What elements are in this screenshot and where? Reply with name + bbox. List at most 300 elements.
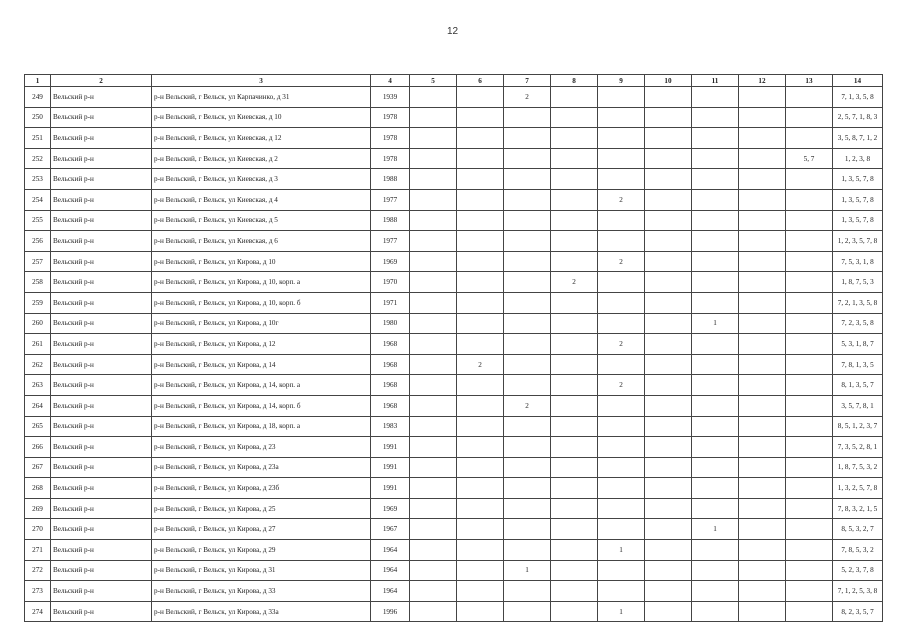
row-number-cell: 263 (25, 375, 51, 396)
value-cell (457, 313, 504, 334)
value-cell (739, 354, 786, 375)
value-cell (739, 251, 786, 272)
value-cell (786, 540, 833, 561)
value-cell (786, 601, 833, 622)
value-cell (504, 272, 551, 293)
row-number-cell: 259 (25, 292, 51, 313)
value-cell (457, 87, 504, 108)
value-cell (786, 189, 833, 210)
value-cell (692, 87, 739, 108)
value-cell (786, 210, 833, 231)
year-cell: 1980 (371, 313, 410, 334)
value-cell (457, 334, 504, 355)
district-cell: Вельский р-н (51, 395, 152, 416)
value-cell (551, 478, 598, 499)
value-cell (457, 601, 504, 622)
value-cell: 5, 7 (786, 148, 833, 169)
address-cell: р-н Вельский, г Вельск, ул Кирова, д 25 (152, 498, 371, 519)
codes-cell: 2, 5, 7, 1, 8, 3 (833, 107, 883, 128)
row-number-cell: 253 (25, 169, 51, 190)
value-cell: 2 (598, 334, 645, 355)
value-cell (739, 540, 786, 561)
table-row (25, 292, 883, 313)
value-cell (739, 519, 786, 540)
value-cell (786, 87, 833, 108)
value-cell (551, 334, 598, 355)
year-cell: 1991 (371, 437, 410, 458)
value-cell (598, 128, 645, 149)
district-cell: Вельский р-н (51, 375, 152, 396)
year-cell: 1964 (371, 581, 410, 602)
column-header: 4 (371, 75, 410, 87)
value-cell (786, 354, 833, 375)
value-cell (457, 437, 504, 458)
value-cell (598, 395, 645, 416)
value-cell (504, 189, 551, 210)
value-cell (739, 148, 786, 169)
value-cell (410, 560, 457, 581)
value-cell (410, 272, 457, 293)
table-row (25, 128, 883, 149)
codes-cell: 7, 8, 3, 2, 1, 5 (833, 498, 883, 519)
value-cell (551, 498, 598, 519)
district-cell: Вельский р-н (51, 210, 152, 231)
codes-cell: 7, 1, 2, 5, 3, 8 (833, 581, 883, 602)
value-cell (504, 334, 551, 355)
year-cell: 1968 (371, 354, 410, 375)
value-cell (692, 231, 739, 252)
year-cell: 1939 (371, 87, 410, 108)
value-cell (692, 478, 739, 499)
row-number-cell: 250 (25, 107, 51, 128)
value-cell (504, 292, 551, 313)
table-row (25, 272, 883, 293)
address-cell: р-н Вельский, г Вельск, ул Кирова, д 23 (152, 437, 371, 458)
row-number-cell: 258 (25, 272, 51, 293)
value-cell (645, 581, 692, 602)
value-cell (457, 231, 504, 252)
value-cell (645, 231, 692, 252)
column-header: 2 (51, 75, 152, 87)
district-cell: Вельский р-н (51, 540, 152, 561)
value-cell (504, 457, 551, 478)
table-header-row (25, 75, 883, 87)
district-cell: Вельский р-н (51, 334, 152, 355)
value-cell (504, 169, 551, 190)
value-cell (410, 210, 457, 231)
table-row (25, 210, 883, 231)
row-number-cell: 265 (25, 416, 51, 437)
value-cell (410, 87, 457, 108)
value-cell (598, 416, 645, 437)
district-cell: Вельский р-н (51, 292, 152, 313)
district-cell: Вельский р-н (51, 313, 152, 334)
value-cell (410, 478, 457, 499)
value-cell (457, 189, 504, 210)
value-cell (739, 395, 786, 416)
value-cell (739, 437, 786, 458)
value-cell (598, 313, 645, 334)
value-cell (504, 107, 551, 128)
district-cell: Вельский р-н (51, 148, 152, 169)
year-cell: 1971 (371, 292, 410, 313)
value-cell (739, 189, 786, 210)
value-cell (504, 519, 551, 540)
value-cell (457, 560, 504, 581)
address-cell: р-н Вельский, г Вельск, ул Киевская, д 10 (152, 107, 371, 128)
year-cell: 1983 (371, 416, 410, 437)
year-cell: 1969 (371, 498, 410, 519)
district-cell: Вельский р-н (51, 272, 152, 293)
column-header: 6 (457, 75, 504, 87)
value-cell (410, 375, 457, 396)
value-cell (786, 457, 833, 478)
year-cell: 1968 (371, 395, 410, 416)
value-cell (645, 210, 692, 231)
value-cell (457, 395, 504, 416)
value-cell: 2 (504, 395, 551, 416)
value-cell (692, 292, 739, 313)
value-cell (410, 251, 457, 272)
value-cell (504, 601, 551, 622)
value-cell (786, 107, 833, 128)
year-cell: 1978 (371, 107, 410, 128)
value-cell (504, 416, 551, 437)
value-cell (692, 498, 739, 519)
district-cell: Вельский р-н (51, 189, 152, 210)
buildings-table (24, 74, 883, 622)
table-row (25, 437, 883, 458)
address-cell: р-н Вельский, г Вельск, ул Кирова, д 14, корп. б (152, 395, 371, 416)
value-cell (410, 354, 457, 375)
value-cell: 1 (692, 519, 739, 540)
value-cell (504, 313, 551, 334)
district-cell: Вельский р-н (51, 498, 152, 519)
codes-cell: 1, 8, 7, 5, 3 (833, 272, 883, 293)
address-cell: р-н Вельский, г Вельск, ул Кирова, д 29 (152, 540, 371, 561)
value-cell (410, 128, 457, 149)
value-cell (692, 107, 739, 128)
table-row (25, 457, 883, 478)
value-cell (645, 87, 692, 108)
value-cell (645, 354, 692, 375)
table-row (25, 313, 883, 334)
value-cell (551, 292, 598, 313)
value-cell (410, 231, 457, 252)
value-cell (504, 581, 551, 602)
district-cell: Вельский р-н (51, 560, 152, 581)
address-cell: р-н Вельский, г Вельск, ул Кирова, д 33а (152, 601, 371, 622)
district-cell: Вельский р-н (51, 437, 152, 458)
value-cell: 2 (504, 87, 551, 108)
row-number-cell: 252 (25, 148, 51, 169)
value-cell (551, 107, 598, 128)
district-cell: Вельский р-н (51, 354, 152, 375)
codes-cell: 7, 8, 5, 3, 2 (833, 540, 883, 561)
value-cell (739, 334, 786, 355)
row-number-cell: 266 (25, 437, 51, 458)
value-cell (692, 601, 739, 622)
value-cell (410, 437, 457, 458)
address-cell: р-н Вельский, г Вельск, ул Киевская, д 5 (152, 210, 371, 231)
year-cell: 1964 (371, 560, 410, 581)
table-row (25, 169, 883, 190)
value-cell (692, 581, 739, 602)
value-cell (504, 437, 551, 458)
column-header: 12 (739, 75, 786, 87)
address-cell: р-н Вельский, г Вельск, ул Киевская, д 6 (152, 231, 371, 252)
year-cell: 1967 (371, 519, 410, 540)
column-header: 14 (833, 75, 883, 87)
year-cell: 1970 (371, 272, 410, 293)
value-cell (410, 581, 457, 602)
value-cell (692, 457, 739, 478)
value-cell (457, 169, 504, 190)
codes-cell: 7, 2, 1, 3, 5, 8 (833, 292, 883, 313)
value-cell (410, 148, 457, 169)
value-cell (739, 313, 786, 334)
value-cell (692, 354, 739, 375)
codes-cell: 3, 5, 7, 8, 1 (833, 395, 883, 416)
value-cell (739, 272, 786, 293)
value-cell (598, 231, 645, 252)
value-cell (551, 581, 598, 602)
value-cell (457, 107, 504, 128)
codes-cell: 1, 3, 2, 5, 7, 8 (833, 478, 883, 499)
codes-cell: 3, 5, 8, 7, 1, 2 (833, 128, 883, 149)
value-cell (739, 581, 786, 602)
value-cell (598, 292, 645, 313)
codes-cell: 1, 3, 5, 7, 8 (833, 169, 883, 190)
value-cell (551, 148, 598, 169)
value-cell (739, 478, 786, 499)
value-cell (692, 272, 739, 293)
value-cell (457, 540, 504, 561)
value-cell: 2 (598, 375, 645, 396)
value-cell (692, 437, 739, 458)
value-cell (786, 478, 833, 499)
row-number-cell: 269 (25, 498, 51, 519)
address-cell: р-н Вельский, г Вельск, ул Кирова, д 14 (152, 354, 371, 375)
column-header: 13 (786, 75, 833, 87)
address-cell: р-н Вельский, г Вельск, ул Кирова, д 31 (152, 560, 371, 581)
address-cell: р-н Вельский, г Вельск, ул Киевская, д 4 (152, 189, 371, 210)
value-cell (598, 148, 645, 169)
value-cell (786, 334, 833, 355)
value-cell: 1 (504, 560, 551, 581)
row-number-cell: 261 (25, 334, 51, 355)
value-cell (786, 519, 833, 540)
value-cell (739, 416, 786, 437)
value-cell (551, 560, 598, 581)
table-row (25, 560, 883, 581)
table-row (25, 601, 883, 622)
value-cell (410, 107, 457, 128)
value-cell (598, 560, 645, 581)
value-cell (410, 189, 457, 210)
value-cell (504, 498, 551, 519)
district-cell: Вельский р-н (51, 251, 152, 272)
value-cell (410, 416, 457, 437)
value-cell (786, 395, 833, 416)
value-cell (645, 437, 692, 458)
value-cell (410, 601, 457, 622)
value-cell (786, 272, 833, 293)
value-cell (645, 519, 692, 540)
value-cell (645, 416, 692, 437)
value-cell (692, 334, 739, 355)
table-row (25, 478, 883, 499)
value-cell (504, 128, 551, 149)
district-cell: Вельский р-н (51, 231, 152, 252)
value-cell (551, 251, 598, 272)
value-cell (786, 560, 833, 581)
value-cell (598, 169, 645, 190)
column-header: 10 (645, 75, 692, 87)
address-cell: р-н Вельский, г Вельск, ул Кирова, д 27 (152, 519, 371, 540)
value-cell (457, 128, 504, 149)
table-row (25, 334, 883, 355)
year-cell: 1977 (371, 231, 410, 252)
value-cell (457, 478, 504, 499)
value-cell (504, 251, 551, 272)
value-cell (551, 375, 598, 396)
table-row (25, 498, 883, 519)
codes-cell: 8, 5, 1, 2, 3, 7 (833, 416, 883, 437)
address-cell: р-н Вельский, г Вельск, ул Кирова, д 33 (152, 581, 371, 602)
value-cell (645, 189, 692, 210)
codes-cell: 7, 8, 1, 3, 5 (833, 354, 883, 375)
table-row (25, 107, 883, 128)
year-cell: 1991 (371, 478, 410, 499)
row-number-cell: 268 (25, 478, 51, 499)
value-cell (786, 231, 833, 252)
value-cell (410, 395, 457, 416)
value-cell (410, 498, 457, 519)
codes-cell: 1, 8, 7, 5, 3, 2 (833, 457, 883, 478)
value-cell (739, 128, 786, 149)
value-cell (551, 457, 598, 478)
value-cell (739, 292, 786, 313)
value-cell (739, 107, 786, 128)
value-cell (457, 519, 504, 540)
address-cell: р-н Вельский, г Вельск, ул Киевская, д 12 (152, 128, 371, 149)
year-cell: 1968 (371, 375, 410, 396)
value-cell (410, 334, 457, 355)
value-cell (598, 87, 645, 108)
address-cell: р-н Вельский, г Вельск, ул Кирова, д 10, корп. б (152, 292, 371, 313)
value-cell (551, 169, 598, 190)
value-cell (551, 354, 598, 375)
table-row (25, 375, 883, 396)
value-cell (786, 128, 833, 149)
value-cell (786, 416, 833, 437)
value-cell: 1 (598, 540, 645, 561)
value-cell: 2 (598, 189, 645, 210)
value-cell (786, 375, 833, 396)
value-cell (645, 292, 692, 313)
value-cell (551, 189, 598, 210)
codes-cell: 7, 5, 3, 1, 8 (833, 251, 883, 272)
row-number-cell: 255 (25, 210, 51, 231)
value-cell (786, 437, 833, 458)
table-row (25, 189, 883, 210)
address-cell: р-н Вельский, г Вельск, ул Кирова, д 23а (152, 457, 371, 478)
value-cell: 2 (457, 354, 504, 375)
value-cell (692, 189, 739, 210)
address-cell: р-н Вельский, г Вельск, ул Кирова, д 10г (152, 313, 371, 334)
row-number-cell: 256 (25, 231, 51, 252)
district-cell: Вельский р-н (51, 519, 152, 540)
value-cell (739, 498, 786, 519)
column-header: 5 (410, 75, 457, 87)
year-cell: 1978 (371, 148, 410, 169)
value-cell (739, 169, 786, 190)
value-cell (739, 457, 786, 478)
value-cell (504, 148, 551, 169)
value-cell (457, 210, 504, 231)
value-cell (598, 354, 645, 375)
value-cell (645, 272, 692, 293)
value-cell: 1 (692, 313, 739, 334)
value-cell (504, 354, 551, 375)
codes-cell: 8, 2, 3, 5, 7 (833, 601, 883, 622)
district-cell: Вельский р-н (51, 128, 152, 149)
value-cell (645, 169, 692, 190)
year-cell: 1977 (371, 189, 410, 210)
table-row (25, 148, 883, 169)
table-row (25, 416, 883, 437)
codes-cell: 8, 5, 3, 2, 7 (833, 519, 883, 540)
value-cell (692, 169, 739, 190)
codes-cell: 7, 1, 3, 5, 8 (833, 87, 883, 108)
year-cell: 1988 (371, 210, 410, 231)
table-row (25, 581, 883, 602)
value-cell (598, 457, 645, 478)
value-cell (457, 498, 504, 519)
row-number-cell: 262 (25, 354, 51, 375)
value-cell (645, 601, 692, 622)
value-cell (551, 601, 598, 622)
value-cell (410, 313, 457, 334)
column-header: 7 (504, 75, 551, 87)
table-body (25, 87, 883, 622)
value-cell (598, 519, 645, 540)
value-cell (692, 210, 739, 231)
value-cell (645, 251, 692, 272)
year-cell: 1964 (371, 540, 410, 561)
column-header: 8 (551, 75, 598, 87)
row-number-cell: 251 (25, 128, 51, 149)
row-number-cell: 264 (25, 395, 51, 416)
year-cell: 1996 (371, 601, 410, 622)
table-row (25, 251, 883, 272)
value-cell (598, 272, 645, 293)
value-cell (457, 375, 504, 396)
value-cell (457, 416, 504, 437)
value-cell: 2 (551, 272, 598, 293)
district-cell: Вельский р-н (51, 169, 152, 190)
value-cell (457, 272, 504, 293)
value-cell (598, 437, 645, 458)
year-cell: 1968 (371, 334, 410, 355)
district-cell: Вельский р-н (51, 457, 152, 478)
row-number-cell: 274 (25, 601, 51, 622)
value-cell (786, 292, 833, 313)
value-cell (692, 416, 739, 437)
value-cell (457, 148, 504, 169)
value-cell (457, 457, 504, 478)
